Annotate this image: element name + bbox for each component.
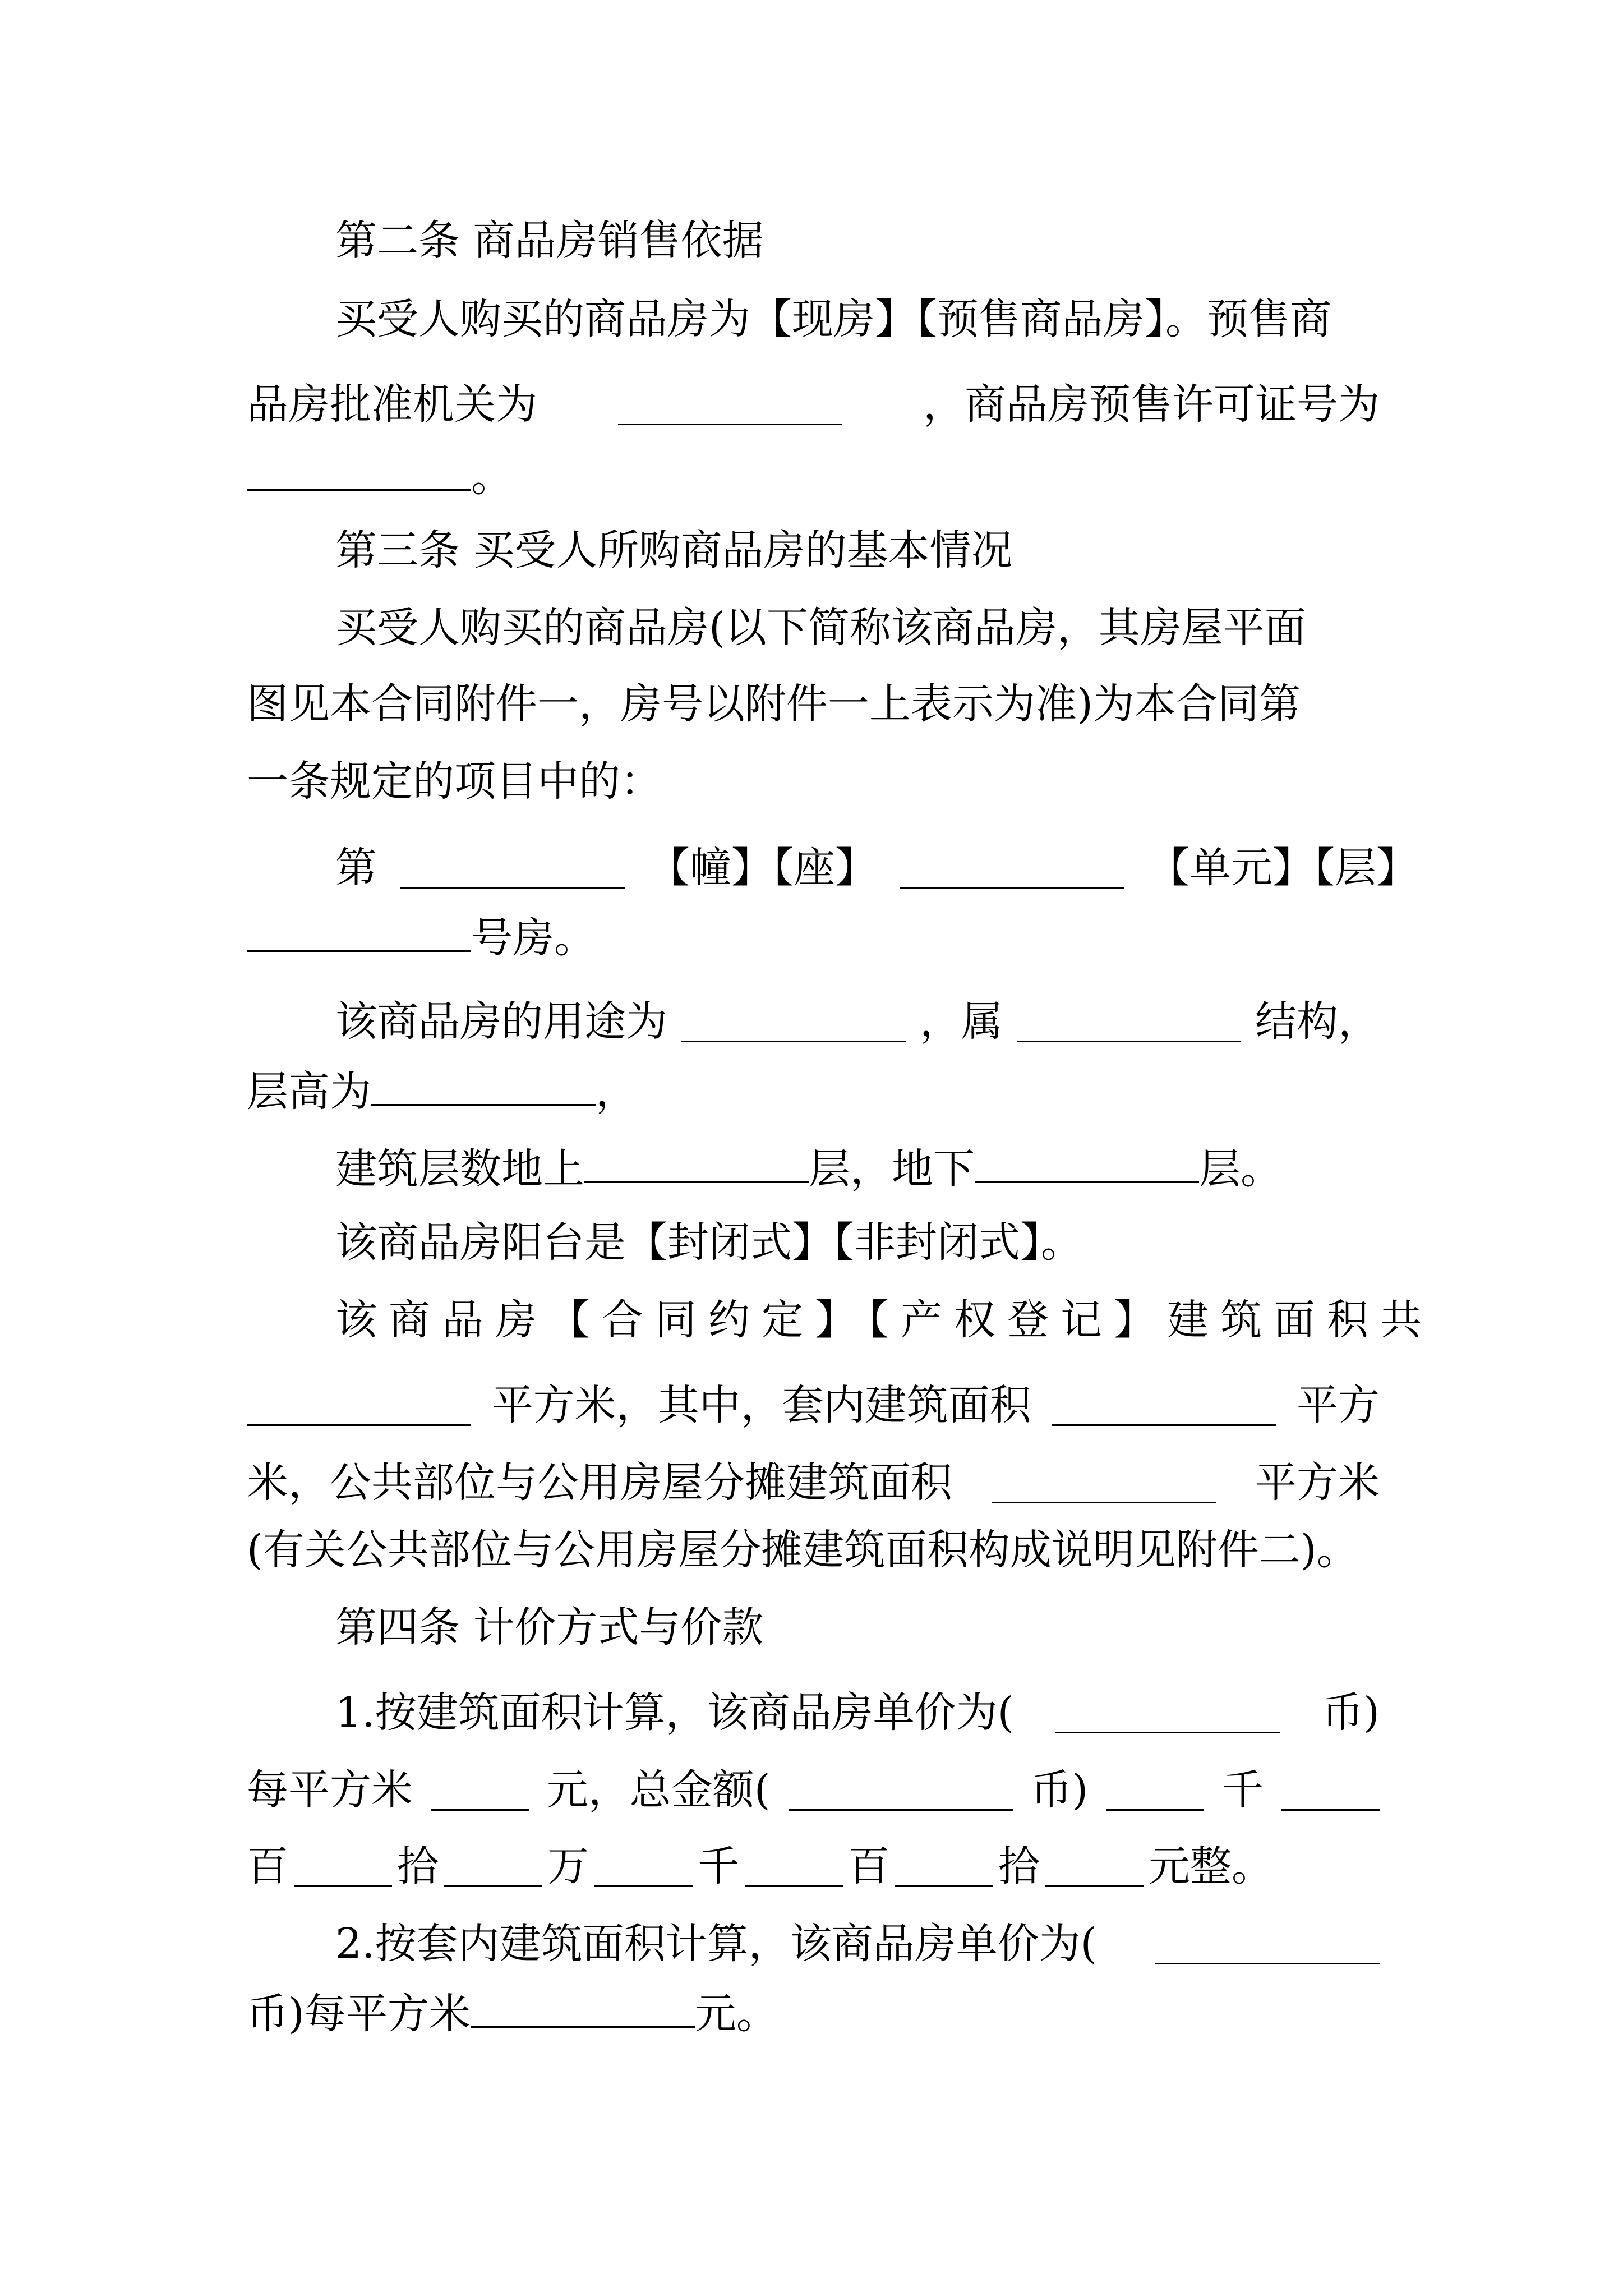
currency-field-1[interactable]	[1055, 1696, 1280, 1733]
ten-label: 拾	[397, 1842, 439, 1890]
structure-label: ，属	[920, 997, 1003, 1046]
amount-unit-field[interactable]	[1045, 1849, 1144, 1887]
unit-price-label: 1.按建筑面积计算，该商品房单价为(	[335, 1688, 1014, 1737]
currency-field-2[interactable]	[789, 1773, 1013, 1811]
amount-ten-field[interactable]	[895, 1849, 993, 1887]
price1-line1	[335, 1683, 1380, 1737]
amount-ten-thousand-field[interactable]	[444, 1849, 542, 1887]
inner-unit-price-field[interactable]	[471, 1990, 695, 2028]
currency-field-3[interactable]	[1155, 1927, 1380, 1964]
thousand-label: 千	[1222, 1766, 1264, 1814]
article-2-para-line3	[247, 453, 1380, 504]
presale-permit-label: ，商品房预售许可证号为	[923, 380, 1380, 429]
amount-hundred-field[interactable]	[745, 1849, 843, 1887]
room-number-line	[247, 914, 1380, 965]
total-area-field[interactable]	[247, 1388, 471, 1426]
floor-height-field[interactable]	[371, 1068, 596, 1106]
area-line2	[247, 1375, 1380, 1429]
room-suffix-text: 号房。	[471, 914, 596, 962]
unit-floor-options: 【单元】【层】	[1148, 844, 1418, 892]
amount-end-text: 元整。	[1149, 1842, 1273, 1890]
article-3-para-line3: 一条规定的项目中的：	[247, 757, 662, 806]
currency-suffix-2: 币)	[1030, 1766, 1089, 1814]
usage-line	[335, 992, 1380, 1046]
unit-location-line	[335, 838, 1418, 892]
amount-thousand-million-field[interactable]	[1106, 1773, 1204, 1811]
area-line4: (有关公共部位与公用房屋分摊建筑面积构成说明见附件二)。	[247, 1526, 1358, 1574]
room-number-field[interactable]	[247, 914, 471, 952]
structure-field[interactable]	[1017, 1005, 1241, 1042]
area-unit-text: 平方	[1296, 1381, 1380, 1429]
price1-line3	[247, 1837, 1273, 1890]
floors-below-field[interactable]	[975, 1145, 1199, 1183]
price1-line2	[247, 1760, 1380, 1814]
amount-thousand-field[interactable]	[594, 1849, 693, 1887]
article-2-para-line1: 买受人购买的商品房为【现房】【预售商品房】。预售商	[335, 295, 1331, 343]
inner-area-field[interactable]	[1052, 1388, 1276, 1426]
shared-area-label: 米，公共部位与公用房屋分摊建筑面积	[247, 1458, 952, 1507]
floors-suffix: 层。	[1199, 1145, 1282, 1193]
shared-area-field[interactable]	[992, 1466, 1216, 1503]
currency-suffix-1: 币)	[1322, 1688, 1380, 1737]
unit-number-field[interactable]	[900, 851, 1124, 889]
total-amount-label: 元，总金额(	[546, 1766, 771, 1814]
thousand-label-2: 千	[698, 1842, 739, 1890]
approval-authority-field[interactable]	[618, 388, 842, 425]
structure-suffix: 结构，	[1255, 997, 1380, 1046]
floor-height-label: 层高为	[247, 1068, 371, 1116]
inner-unit-price-label: 2.按套内建筑面积计算，该商品房单价为(	[335, 1920, 1097, 1968]
period-text: 。	[471, 453, 513, 501]
presale-permit-number-field[interactable]	[247, 453, 471, 491]
price2-line2	[247, 1990, 1380, 2041]
amount-hundred-million-field[interactable]	[1281, 1773, 1380, 1811]
area-line1: 该商品房【合同约定】【产权登记】建筑面积共	[335, 1296, 1433, 1344]
area-line3	[247, 1453, 1380, 1507]
yuan-end-text: 元。	[694, 1990, 778, 2038]
ten-label-2: 拾	[998, 1842, 1040, 1890]
inner-area-label: 平方米，其中，套内建筑面积	[491, 1381, 1031, 1429]
article-3-title: 第三条 买受人所购商品房的基本情况	[335, 526, 1013, 574]
shared-area-unit: 平方米	[1255, 1458, 1380, 1507]
ten-thousand-label: 万	[547, 1842, 589, 1890]
hundred-label-2: 百	[848, 1842, 889, 1890]
unit-price-field[interactable]	[431, 1773, 529, 1811]
building-floors-line	[335, 1145, 1468, 1196]
building-options: 【幢】【座】	[648, 844, 877, 892]
floors-above-field[interactable]	[584, 1145, 809, 1183]
article-4-title: 第四条 计价方式与价款	[335, 1603, 764, 1651]
article-2-title: 第二条 商品房销售依据	[335, 217, 764, 265]
usage-label: 该商品房的用途为	[335, 997, 667, 1046]
floors-above-label: 建筑层数地上	[335, 1145, 584, 1193]
floor-height-line	[247, 1068, 1380, 1119]
floors-below-label: 层，地下	[809, 1145, 975, 1193]
comma-text: ，	[596, 1068, 637, 1116]
article-2-para-line2	[247, 375, 1380, 429]
amount-ten-million-field[interactable]	[294, 1849, 392, 1887]
hundred-label: 百	[247, 1842, 288, 1890]
price2-line1	[335, 1914, 1380, 1968]
article-3-para-line1: 买受人购买的商品房(以下简称该商品房，其房屋平面	[335, 604, 1306, 652]
article-3-para-line2: 图见本合同附件一，房号以附件一上表示为准)为本合同第	[247, 680, 1301, 728]
currency-per-sqm-label: 币)每平方米	[247, 1990, 471, 2038]
usage-field[interactable]	[681, 1005, 906, 1042]
building-number-field[interactable]	[400, 851, 625, 889]
per-sqm-label: 每平方米	[247, 1766, 413, 1814]
approval-authority-label: 品房批准机关为	[247, 380, 537, 429]
unit-first-text: 第	[335, 844, 377, 892]
balcony-line: 该商品房阳台是【封闭式】【非封闭式】。	[335, 1218, 1082, 1267]
